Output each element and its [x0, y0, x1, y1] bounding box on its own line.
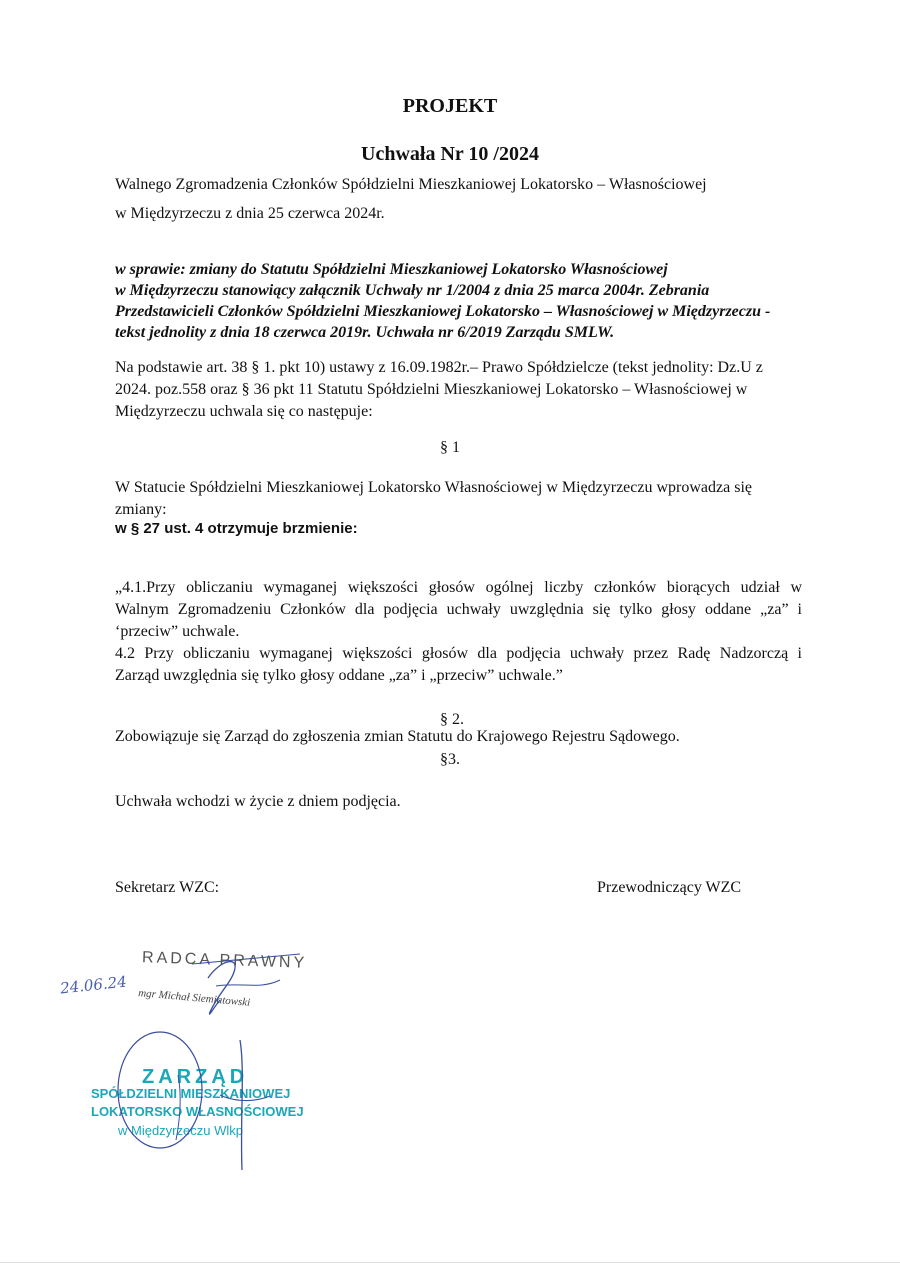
title-subline-2: w Międzyrzeczu z dnia 25 czerwca 2024r.	[115, 205, 385, 222]
board-signature-mark	[100, 1000, 300, 1180]
stamp-line-2: SPÓŁDZIELNI MIESZKANIOWEJ	[91, 1086, 291, 1101]
section-3-heading: §3.	[440, 751, 460, 768]
document-title: Uchwała Nr 10 /2024	[361, 143, 539, 165]
chairman-label: Przewodniczący WZC	[597, 879, 742, 896]
subject-line-4: tekst jednolity z dnia 18 czerwca 2019r. Uchwała nr 6/2019 Zarządu SMLW.	[115, 324, 615, 341]
subject-line-1: w sprawie: zmiany do Statutu Spółdzielni Mieszkaniowej Lokatorsko Własnościowej	[115, 261, 668, 278]
quote-line-2: Walnym Zgromadzeniu Członków dla podjęcia uchwały uwzględnia się tylko głosy oddane „za” i	[115, 601, 802, 618]
section-1-line-2: zmiany:	[115, 501, 167, 518]
radca-stamp-name: mgr Michał Siemiatowski	[137, 987, 251, 1009]
quote-line-5: Zarząd uwzględnia się tylko głosy oddane „za” i „przeciw” uchwale.”	[115, 667, 563, 684]
quote-line-1: „4.1.Przy obliczaniu wymaganej większości głosów ogólnej liczby członków biorących udział w	[115, 579, 802, 596]
section-2-text: Zobowiązuje się Zarząd do zgłoszenia zmian Statutu do Krajowego Rejestru Sądowego.	[115, 728, 680, 745]
title-subline-1: Walnego Zgromadzenia Członków Spółdzielni Mieszkaniowej Lokatorsko – Własnościowej	[115, 176, 707, 193]
secretary-label: Sekretarz WZC:	[115, 879, 220, 896]
subject-line-3: Przedstawicieli Członków Spółdzielni Mieszkaniowej Lokatorsko – Własnościowej w Międzyrzeczu -	[115, 303, 771, 320]
basis-line-1: Na podstawie art. 38 § 1. pkt 10) ustawy z 16.09.1982r.– Prawo Spółdzielcze (tekst jednolity: Dz.U z	[115, 359, 763, 376]
radca-stamp-title: RADCA PRAWNY	[141, 949, 308, 972]
stamp-line-1: ZARZĄD	[142, 1066, 249, 1088]
basis-line-2: 2024. poz.558 oraz § 36 pkt 11 Statutu Spółdzielni Mieszkaniowej Lokatorsko – Własnościowej w	[115, 381, 748, 398]
section-1-line-1: W Statucie Spółdzielni Mieszkaniowej Lokatorsko Własnościowej w Międzyrzeczu wprowadza się	[115, 479, 752, 496]
page-bottom-edge	[0, 1262, 900, 1263]
quote-line-4: 4.2 Przy obliczaniu wymaganej większości głosów dla podjęcia uchwały przez Radę Nadzorczą i	[115, 645, 802, 662]
basis-line-3: Międzyrzeczu uchwala się co następuje:	[115, 403, 373, 420]
handwritten-date: 24.06.24	[59, 972, 128, 998]
section-1-bold-line: w § 27 ust. 4 otrzymuje brzmienie:	[115, 520, 358, 537]
section-1-heading: § 1	[440, 439, 460, 456]
stamp-line-3: LOKATORSKO WŁASNOŚCIOWEJ	[91, 1104, 304, 1119]
quote-line-3: ‘przeciw” uchwale.	[115, 623, 240, 640]
stamp-line-4: w Międzyrzeczu Wlkp	[118, 1123, 243, 1138]
document-label: PROJEKT	[402, 95, 498, 117]
subject-line-2: w Międzyrzeczu stanowiący załącznik Uchwały nr 1/2004 z dnia 25 marca 2004r. Zebrania	[115, 282, 710, 299]
section-2-heading: § 2.	[440, 711, 464, 728]
section-3-text: Uchwała wchodzi w życie z dniem podjęcia.	[115, 793, 401, 810]
